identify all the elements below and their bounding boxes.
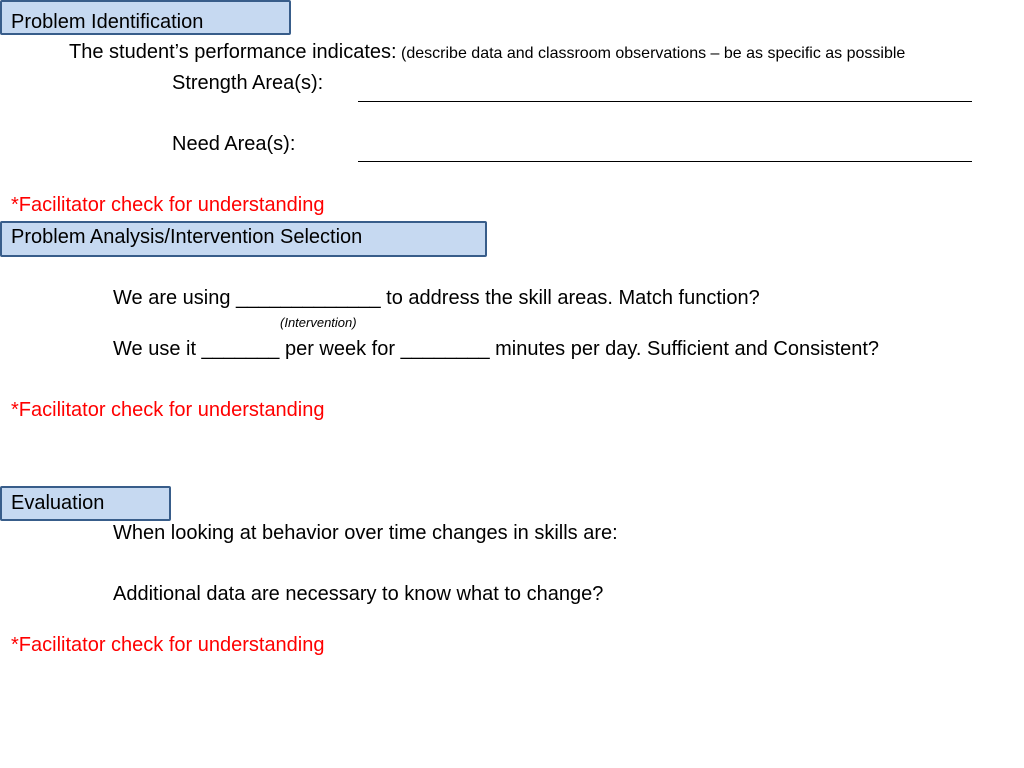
problem-identification-heading: Problem Identification <box>11 11 204 33</box>
strength-area-line <box>358 101 972 102</box>
frequency-line: We use it _______ per week for ________ minutes per day. Sufficient and Consistent? <box>113 338 880 360</box>
performance-note: (describe data and classroom observations – be as specific as possible <box>401 45 906 62</box>
evaluation-heading: Evaluation <box>11 492 105 514</box>
evaluation-line-2: Additional data are necessary to know what to change? <box>113 583 604 605</box>
intervention-caption: (Intervention) <box>280 315 357 330</box>
strength-area-label: Strength Area(s): <box>172 72 324 94</box>
evaluation-heading-box <box>0 486 171 521</box>
need-area-line <box>358 161 972 162</box>
intervention-line: We are using _____________ to address the skill areas. Match function? <box>113 287 760 309</box>
problem-analysis-heading-box <box>0 221 487 257</box>
facilitator-check-1: *Facilitator check for understanding <box>11 194 325 216</box>
problem-analysis-heading: Problem Analysis/Intervention Selection <box>11 226 363 248</box>
need-area-label: Need Area(s): <box>172 133 296 155</box>
evaluation-line-1: When looking at behavior over time changes in skills are: <box>113 522 618 544</box>
facilitator-check-3: *Facilitator check for understanding <box>11 634 325 656</box>
problem-identification-heading-box <box>0 0 291 35</box>
performance-label: The student’s performance indicates: <box>69 41 397 63</box>
performance-line <box>69 40 905 64</box>
facilitator-check-2: *Facilitator check for understanding <box>11 399 325 421</box>
